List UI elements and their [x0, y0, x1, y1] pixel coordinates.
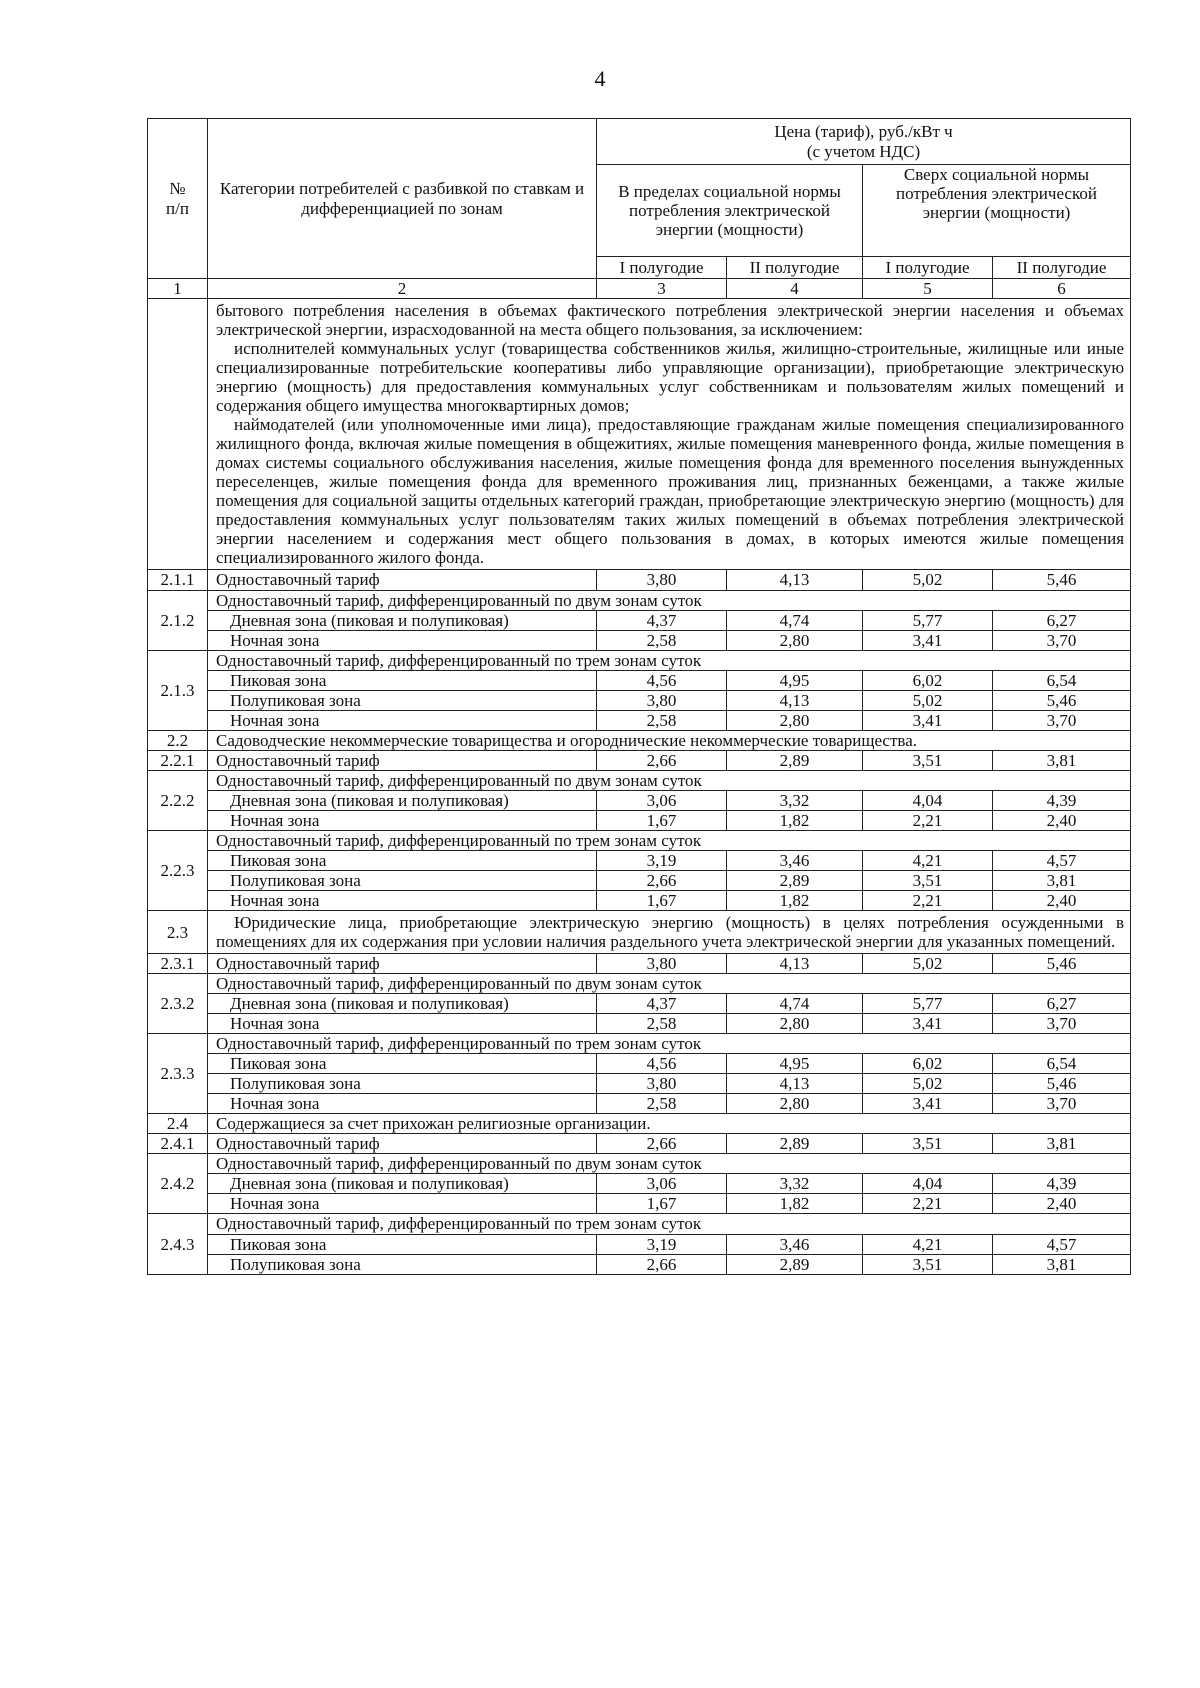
- col-index: 5: [863, 279, 993, 299]
- table-row: 2.1.1 Одноставочный тариф 3,80 4,13 5,02 5,46: [148, 570, 1131, 590]
- description-paragraph: наймодателей (или уполномоченные ими лица), предоставляющие гражданам жилые помещения специализированного жилищного фонда, включая жилые помещения в общежитиях, жилые помещения маневренного фонда, жилые помещения в домах системы социального обслуживания населения, жилые помещения фонда для временного поселения вынужденных переселенцев, жилые помещения фонда для временного проживания лиц, признанных беженцами, а также жилые помещения для социальной защиты отдельных категорий граждан, приобретающие электрическую энергию (мощность) для предоставления коммунальных услуг пользователям таких жилых помещений в объемах потребления электрической энергии населением и содержания мест общего пользования в домах, в которых имеются жилые помещения специализированного жилого фонда.: [216, 415, 1125, 568]
- table-row: Дневная зона (пиковая и полупиковая) 4,37 4,74 5,77 6,27: [148, 994, 1131, 1014]
- table-row: 2.2.1 Одноставочный тариф 2,66 2,89 3,51 3,81: [148, 750, 1131, 770]
- table-row: Пиковая зона 3,19 3,46 4,21 4,57: [148, 850, 1131, 870]
- table-row: Ночная зона 1,67 1,82 2,21 2,40: [148, 890, 1131, 910]
- table-row: Пиковая зона 3,19 3,46 4,21 4,57: [148, 1234, 1131, 1254]
- description-paragraph: бытового потребления населения в объемах фактического потребления электрической энергии населения и объемах электрической энергии, израсходованной на места общего пользования, за исключением:: [216, 301, 1125, 340]
- table-row: 2.3 Юридические лица, приобретающие электрическую энергию (мощность) в целях потребления осужденными в помещениях для их содержания при условии наличия раздельного учета электрической энергии для указанных помещений.: [148, 911, 1131, 954]
- page-number: 4: [594, 66, 606, 91]
- table-row: 2.2.3 Одноставочный тариф, дифференцированный по трем зонам суток: [148, 830, 1131, 850]
- table-row: 2.4.3 Одноставочный тариф, дифференцированный по трем зонам суток: [148, 1214, 1131, 1234]
- table-row: 2.3.3 Одноставочный тариф, дифференцированный по трем зонам суток: [148, 1034, 1131, 1054]
- table-row: Дневная зона (пиковая и полупиковая) 3,06 3,32 4,04 4,39: [148, 790, 1131, 810]
- col-index: 6: [993, 279, 1131, 299]
- table-row: Пиковая зона 4,56 4,95 6,02 6,54: [148, 1054, 1131, 1074]
- col-index: 4: [727, 279, 863, 299]
- table-row: Ночная зона 2,58 2,80 3,41 3,70: [148, 710, 1131, 730]
- table-row: Ночная зона 2,58 2,80 3,41 3,70: [148, 1094, 1131, 1114]
- description-paragraph: исполнителей коммунальных услуг (товарищества собственников жилья, жилищно-строительные, жилищные или иные специализированные потребительские кооперативы либо управляющие организации), приобретающие электрическую энергию (мощность) для предоставления коммунальных услуг собственникам и пользователям жилых помещений и содержания общего имущества многоквартирных домов;: [216, 339, 1125, 416]
- table-row: 2.4.1 Одноставочный тариф 2,66 2,89 3,51 3,81: [148, 1134, 1131, 1154]
- col-index: 2: [208, 279, 597, 299]
- table-row: Полупиковая зона 2,66 2,89 3,51 3,81: [148, 870, 1131, 890]
- tariff-table: [147, 118, 1131, 1275]
- table-row: Дневная зона (пиковая и полупиковая) 4,37 4,74 5,77 6,27: [148, 610, 1131, 630]
- table-row: Пиковая зона 4,56 4,95 6,02 6,54: [148, 670, 1131, 690]
- header-within-norm: В пределах социальной нормы потребления электрической энергии (мощности): [597, 165, 863, 257]
- table-row: Ночная зона 1,67 1,82 2,21 2,40: [148, 1194, 1131, 1214]
- table-row: 2.2 Садоводческие некоммерческие товарищества и огороднические некоммерческие товарищества.: [148, 730, 1131, 750]
- header-category: Категории потребителей с разбивкой по ставкам и дифференциацией по зонам: [208, 119, 597, 279]
- table-row: Ночная зона 2,58 2,80 3,41 3,70: [148, 630, 1131, 650]
- header-price: Цена (тариф), руб./кВт ч (с учетом НДС): [597, 119, 1131, 165]
- header-half1: I полугодие: [863, 257, 993, 279]
- table-row: 2.3.1 Одноставочный тариф 3,80 4,13 5,02 5,46: [148, 954, 1131, 974]
- description-block: [208, 299, 1131, 570]
- header-no: № п/п: [148, 119, 208, 279]
- table-row: 2.1.2 Одноставочный тариф, дифференцированный по двум зонам суток: [148, 590, 1131, 610]
- table-row: Полупиковая зона 3,80 4,13 5,02 5,46: [148, 690, 1131, 710]
- header-half2: II полугодие: [727, 257, 863, 279]
- table-row: Полупиковая зона 3,80 4,13 5,02 5,46: [148, 1074, 1131, 1094]
- table-row: Ночная зона 1,67 1,82 2,21 2,40: [148, 810, 1131, 830]
- table-row: 2.4.2 Одноставочный тариф, дифференцированный по двум зонам суток: [148, 1154, 1131, 1174]
- table-row: 2.1.3 Одноставочный тариф, дифференцированный по трем зонам суток: [148, 650, 1131, 670]
- table-row: Полупиковая зона 2,66 2,89 3,51 3,81: [148, 1254, 1131, 1274]
- table-row: Дневная зона (пиковая и полупиковая) 3,06 3,32 4,04 4,39: [148, 1174, 1131, 1194]
- header-half1: I полугодие: [597, 257, 727, 279]
- col-index: 1: [148, 279, 208, 299]
- col-index: 3: [597, 279, 727, 299]
- table-row: 2.2.2 Одноставочный тариф, дифференцированный по двум зонам суток: [148, 770, 1131, 790]
- header-half2: II полугодие: [993, 257, 1131, 279]
- table-row: 2.3.2 Одноставочный тариф, дифференцированный по двум зонам суток: [148, 974, 1131, 994]
- table-row: Ночная зона 2,58 2,80 3,41 3,70: [148, 1014, 1131, 1034]
- header-above-norm: Сверх социальной нормы потребления электрической энергии (мощности): [863, 165, 1131, 257]
- table-row: 2.4 Содержащиеся за счет прихожан религиозные организации.: [148, 1114, 1131, 1134]
